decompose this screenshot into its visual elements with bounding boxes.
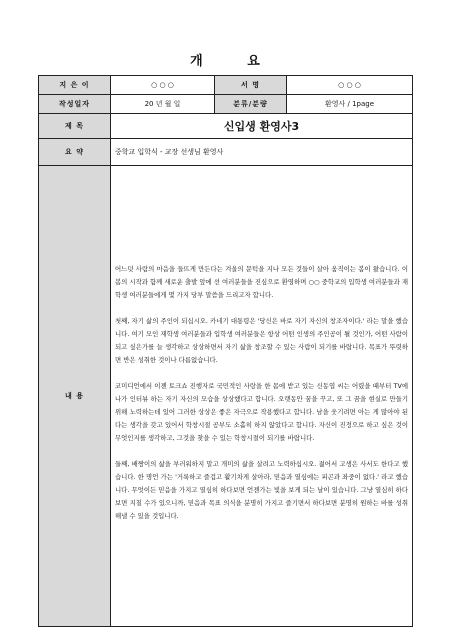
subject-label: 제 목 [39, 114, 111, 139]
date-value: 20 년 월 일 [111, 95, 215, 114]
summary-value: 중학교 입학식 - 교장 선생님 환영사 [111, 139, 413, 166]
date-label: 작성일자 [39, 95, 111, 114]
subject-value: 신입생 환영사3 [111, 114, 413, 139]
author-value: ○ ○ ○ [111, 76, 215, 95]
content-paragraph: 코미디언에서 이젠 토크쇼 진행자로 국민적인 사랑을 한 몸에 받고 있는 신동엽 씨는 어렸을 때부터 TV에 나가 인터뷰 하는 자기 자신의 모습을 상상했다고 합니다. 오랫동안 꿈을 꾸고, 또 그 꿈을 현실로 만들기 위해 노력하는데 있어 그러한 상상은 좋은 자극으로 작용했다고 합니다. 남을 웃기려면 아는 게 많아야 된다는 생각을 갖고 있어서 학창시절 공부도 소홀히 하지 않았다고 합니다. 자신이 진정으로 하고 싶은 것이 무엇인지를 생각하고, 그것을 찾을 수 있는 학창시절이 되기를 바랍니다. [115, 381, 408, 442]
content-paragraph: 첫째, 자기 삶의 주인이 되십시오. 카네기 대통령은 '당신은 바로 자기 자신의 창조자이다.' 라는 말을 했습니다. 여기 모인 재학생 여러분들과 입학생 여러분들은 항상 어떤 인생의 주인공이 될 것인가, 어떤 사람이 되고 싶은가를 늘 생각하고 상상하면서 자기 삶을 창조할 수 있는 사람이 되기를 바랍니다. 목표가 뚜렷하면 반은 성취한 것이나 다름없습니다. [115, 316, 408, 364]
category-label: 분류/분량 [215, 95, 287, 114]
content-paragraph: 둘째, 배짱이의 삶을 부러워하지 말고 개미의 삶을 살려고 노력하십시오. 젊어서 고생은 사서도 한다고 했습니다. 한 명언 가는 '거룩하고 즐겁고 활기차게 살아라, 믿음과 열심에는 피곤과 좌중이 없다.' 라고 했습니다. 무엇이든 믿음을 가지고 열심히 하다보면 언젠가는 빛을 보게 되는 날이 있습니다. 그냥 열심히 하다보면 지칠 수가 있으니까, 믿음과 목표 의식을 분명히 가지고 즐기면서 하다보면 분명히 원하는 바를 성취해낼 수 있을 것입니다. [115, 459, 408, 520]
summary-label: 요 약 [39, 139, 111, 166]
content-paragraph: 어느덧 사람의 마음을 들뜨게 만든다는 겨울의 문턱을 지나 모든 것들이 살아 움직이는 봄이 왔습니다. 이 봄의 시작과 함께 새로운 출발 앞에 선 여러분들을 진심으로 환영하며 ○○ 중학교의 입학생 여러분들과 재학생 여러분들에게 몇 가지 당부 말씀을 드리고자 합니다. [115, 264, 408, 299]
speaker-value: ○ ○ ○ [287, 76, 413, 95]
author-label: 지 은 이 [39, 76, 111, 95]
page-title: 개 요 [190, 54, 280, 69]
content-body [111, 166, 413, 627]
speaker-label: 서 명 [215, 76, 287, 95]
overview-table [38, 75, 413, 627]
category-value: 환영사 / 1page [287, 95, 413, 114]
content-label: 내 용 [39, 166, 111, 627]
